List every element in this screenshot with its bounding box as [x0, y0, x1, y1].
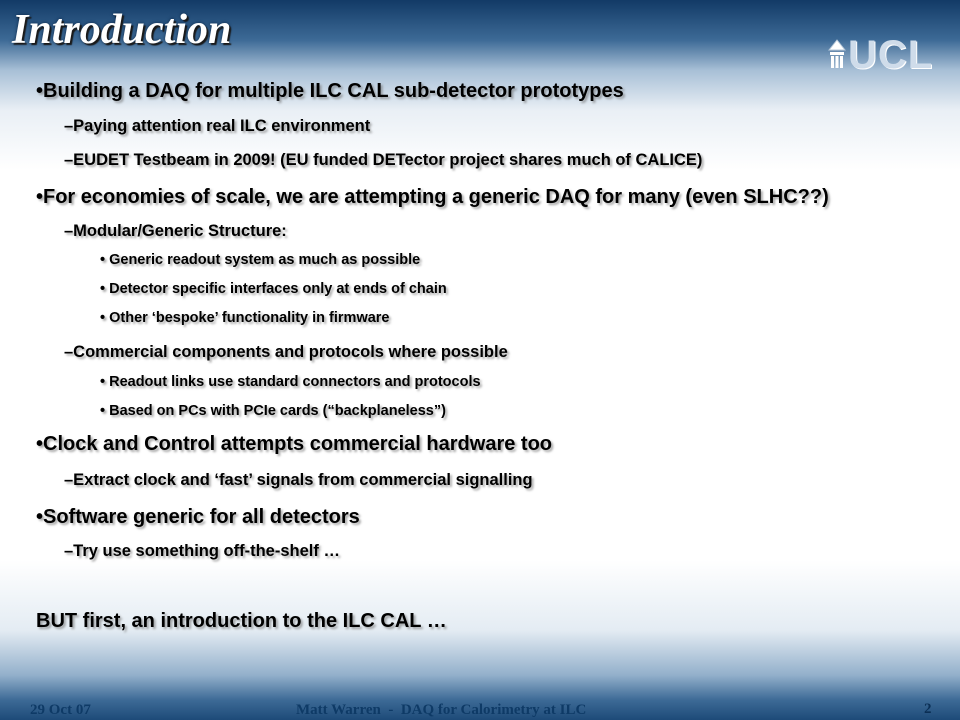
- ucl-logo-text: UCL: [848, 33, 934, 77]
- bullet-l2-ilc-env: –Paying attention real ILC environment: [64, 117, 371, 135]
- bullet-l2-modular: –Modular/Generic Structure:: [64, 222, 287, 240]
- bullet-l3-generic-readout: • Generic readout system as much as possible: [100, 252, 421, 268]
- bullet-l2-commercial: –Commercial components and protocols where possible: [64, 343, 508, 361]
- bullet-l1-daq: •Building a DAQ for multiple ILC CAL sub-detector prototypes: [36, 80, 624, 102]
- bullet-l3-pcie: • Based on PCs with PCIe cards (“backplaneless”): [100, 403, 446, 419]
- bullet-l1-economies: •For economies of scale, we are attempting a generic DAQ for many (even SLHC??): [36, 186, 829, 208]
- bullet-l1-clock-control: •Clock and Control attempts commercial hardware too: [36, 433, 552, 455]
- bullet-l1-software: •Software generic for all detectors: [36, 506, 360, 528]
- bullet-l2-extract-clock: –Extract clock and ‘fast’ signals from commercial signalling: [64, 471, 533, 489]
- bullet-l3-bespoke: • Other ‘bespoke’ functionality in firmware: [100, 310, 390, 326]
- bullet-l3-detector-interfaces: • Detector specific interfaces only at ends of chain: [100, 281, 447, 297]
- bullet-l2-off-the-shelf: –Try use something off-the-shelf …: [64, 542, 340, 560]
- bullet-l2-eudet: –EUDET Testbeam in 2009! (EU funded DETector project shares much of CALICE): [64, 151, 703, 169]
- page-number: 2: [924, 701, 932, 717]
- slide-title: Introduction: [12, 7, 232, 53]
- bullet-l3-readout-links: • Readout links use standard connectors and protocols: [100, 374, 481, 390]
- footer-date: 29 Oct 07: [30, 702, 91, 718]
- closing-statement: BUT first, an introduction to the ILC CAL …: [36, 610, 447, 632]
- footer-title: Matt Warren - DAQ for Calorimetry at ILC: [296, 702, 587, 718]
